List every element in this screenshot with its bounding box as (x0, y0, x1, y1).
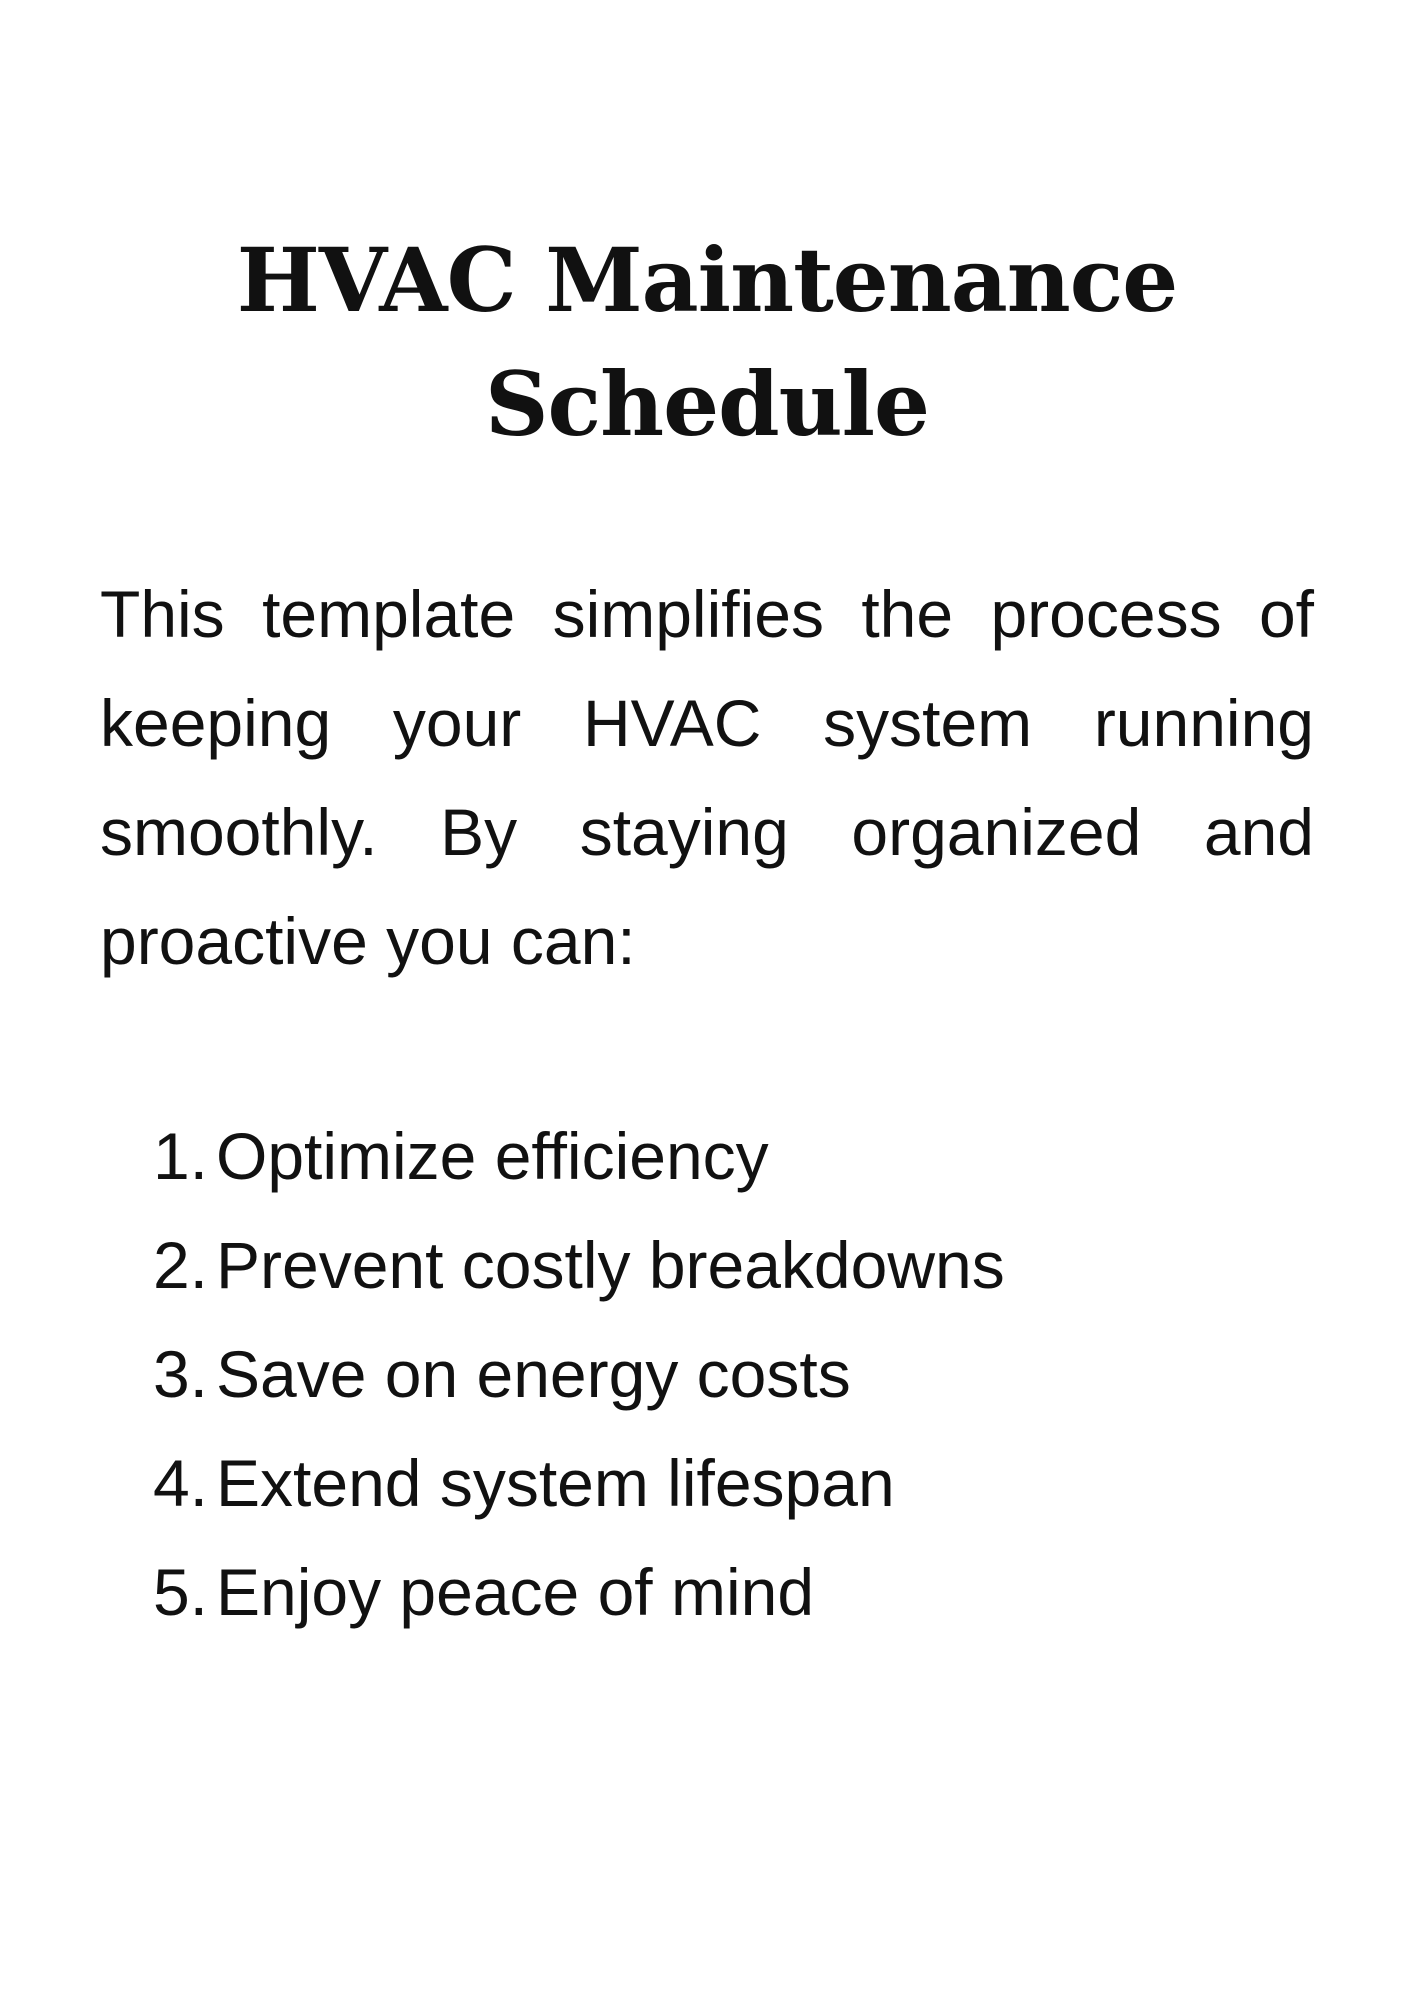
list-item (0, 1320, 1414, 1429)
list-item (0, 1211, 1414, 1320)
intro-paragraph: This template simplifies the process of keeping your HVAC system running smoothly. By staying organized and proactive you can: (100, 577, 1314, 978)
list-item-text: Extend system lifespan (216, 1446, 895, 1520)
list-item-text: Enjoy peace of mind (216, 1555, 815, 1629)
list-item-number: 1. (152, 1119, 208, 1193)
title-line-1: HVAC Maintenance (236, 228, 1178, 332)
list-item (0, 1538, 1414, 1647)
list-item-number: 5. (152, 1555, 208, 1629)
list-item-number: 3. (152, 1337, 208, 1411)
list-item-text: Prevent costly breakdowns (216, 1228, 1005, 1302)
title-line-2: Schedule (484, 352, 930, 456)
list-item (0, 1102, 1414, 1211)
page-title (100, 218, 1314, 466)
list-item-number: 2. (152, 1228, 208, 1302)
benefits-list (0, 1102, 1414, 1647)
list-item-text: Save on energy costs (216, 1337, 851, 1411)
list-item (0, 1429, 1414, 1538)
list-item-number: 4. (152, 1446, 208, 1520)
list-item-text: Optimize efficiency (216, 1119, 769, 1193)
